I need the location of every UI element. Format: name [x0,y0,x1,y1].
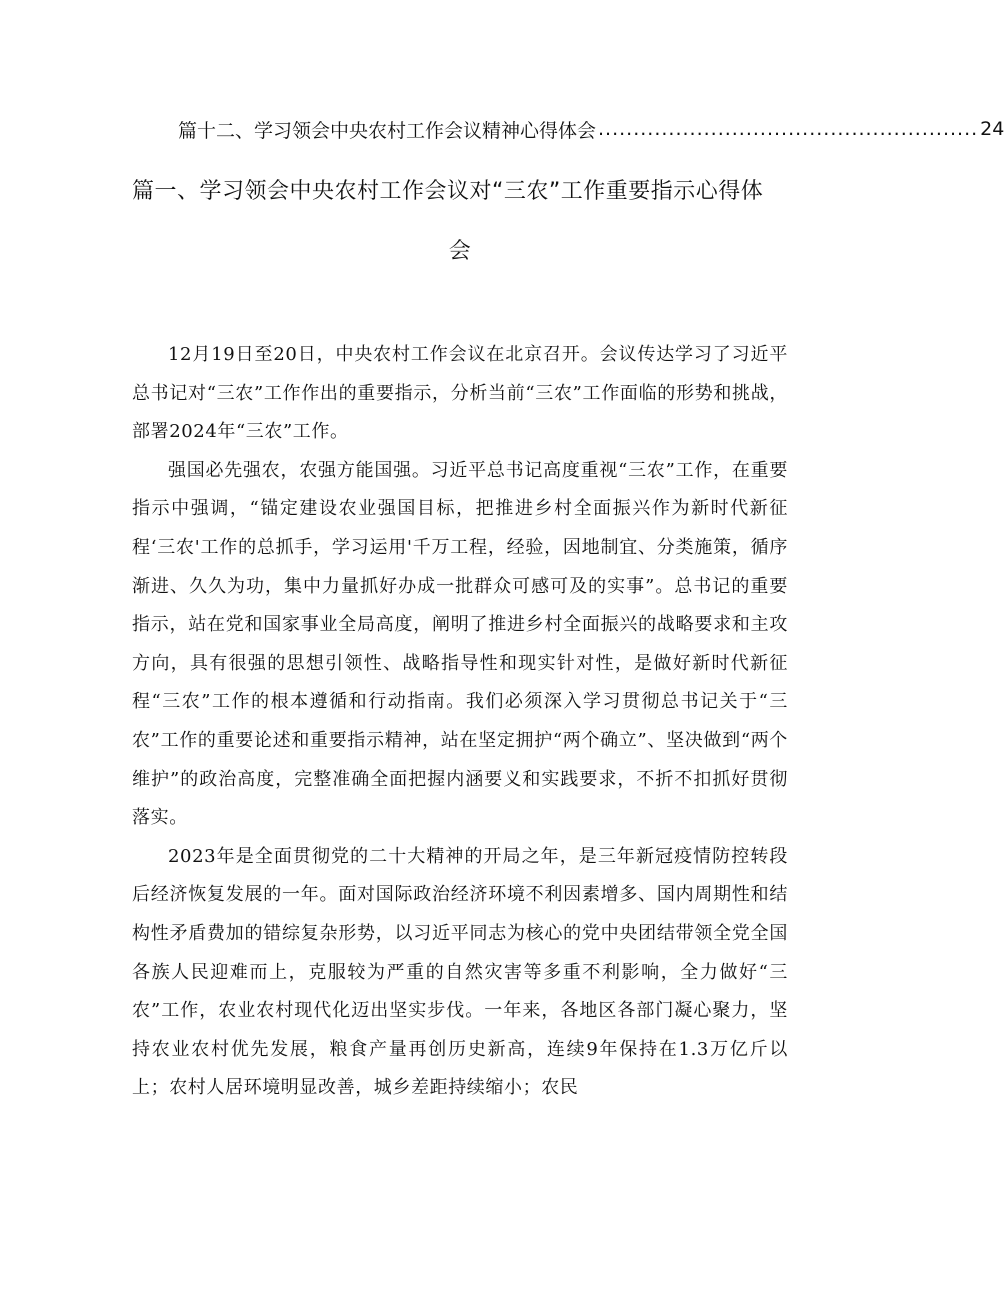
toc-leader-dots: ...................................................... [598,118,979,140]
toc-page-number: 24 [980,118,1004,140]
paragraph-2: 强国必先强农，农强方能国强。习近平总书记高度重视“三农”工作，在重要指示中强调，“锚定建设农业强国目标，把推进乡村全面振兴作为新时代新征程‘三农'工作的总抓手，学习运用'千万工程，经验，因地制宜、分类施策，循序渐进、久久为功，集中力量抓好办成一批群众可感可及的实事”。总书记的重要指示，站在党和国家事业全局高度，阐明了推进乡村全面振兴的战略要求和主攻方向，具有很强的思想引领性、战略指导性和现实针对性，是做好新时代新征程“三农”工作的根本遵循和行动指南。我们必须深入学习贯彻总书记关于“三农”工作的重要论述和重要指示精神，站在坚定拥护“两个确立”、坚决做到“两个维护”的政治高度，完整准确全面把握内涵要义和实践要求，不折不扣抓好贯彻落实。 [132,459,788,829]
section-heading-line-1: 篇一、学习领会中央农村工作会议对“三农”工作重要指示心得体 [132,179,764,204]
article-body [132,336,788,1108]
section-heading-line-2: 会 [448,239,472,264]
paragraph-1: 12月19日至20日，中央农村工作会议在北京召开。会议传达学习了习近平总书记对“三农”工作作出的重要指示，分析当前“三农”工作面临的形势和挑战，部署2024年“三农”工作。 [132,344,788,443]
toc-entry[interactable] [178,112,1004,146]
paragraph-3: 2023年是全面贯彻党的二十大精神的开局之年，是三年新冠疫情防控转段后经济恢复发展的一年。面对国际政治经济环境不利因素增多、国内周期性和结构性矛盾费加的错综复杂形势，以习近平同志为核心的党中央团结带领全党全国各族人民迎难而上，克服较为严重的自然灾害等多重不利影响，全力做好“三农”工作，农业农村现代化迈出坚实步伐。一年来，各地区各部门凝心聚力，坚持农业农村优先发展，粮食产量再创历史新高，连续9年保持在1.3万亿斤以上；农村人居环境明显改善，城乡差距持续缩小；农民 [132,845,788,1099]
toc-entry-title: 篇十二、学习领会中央农村工作会议精神心得体会 [178,119,597,142]
